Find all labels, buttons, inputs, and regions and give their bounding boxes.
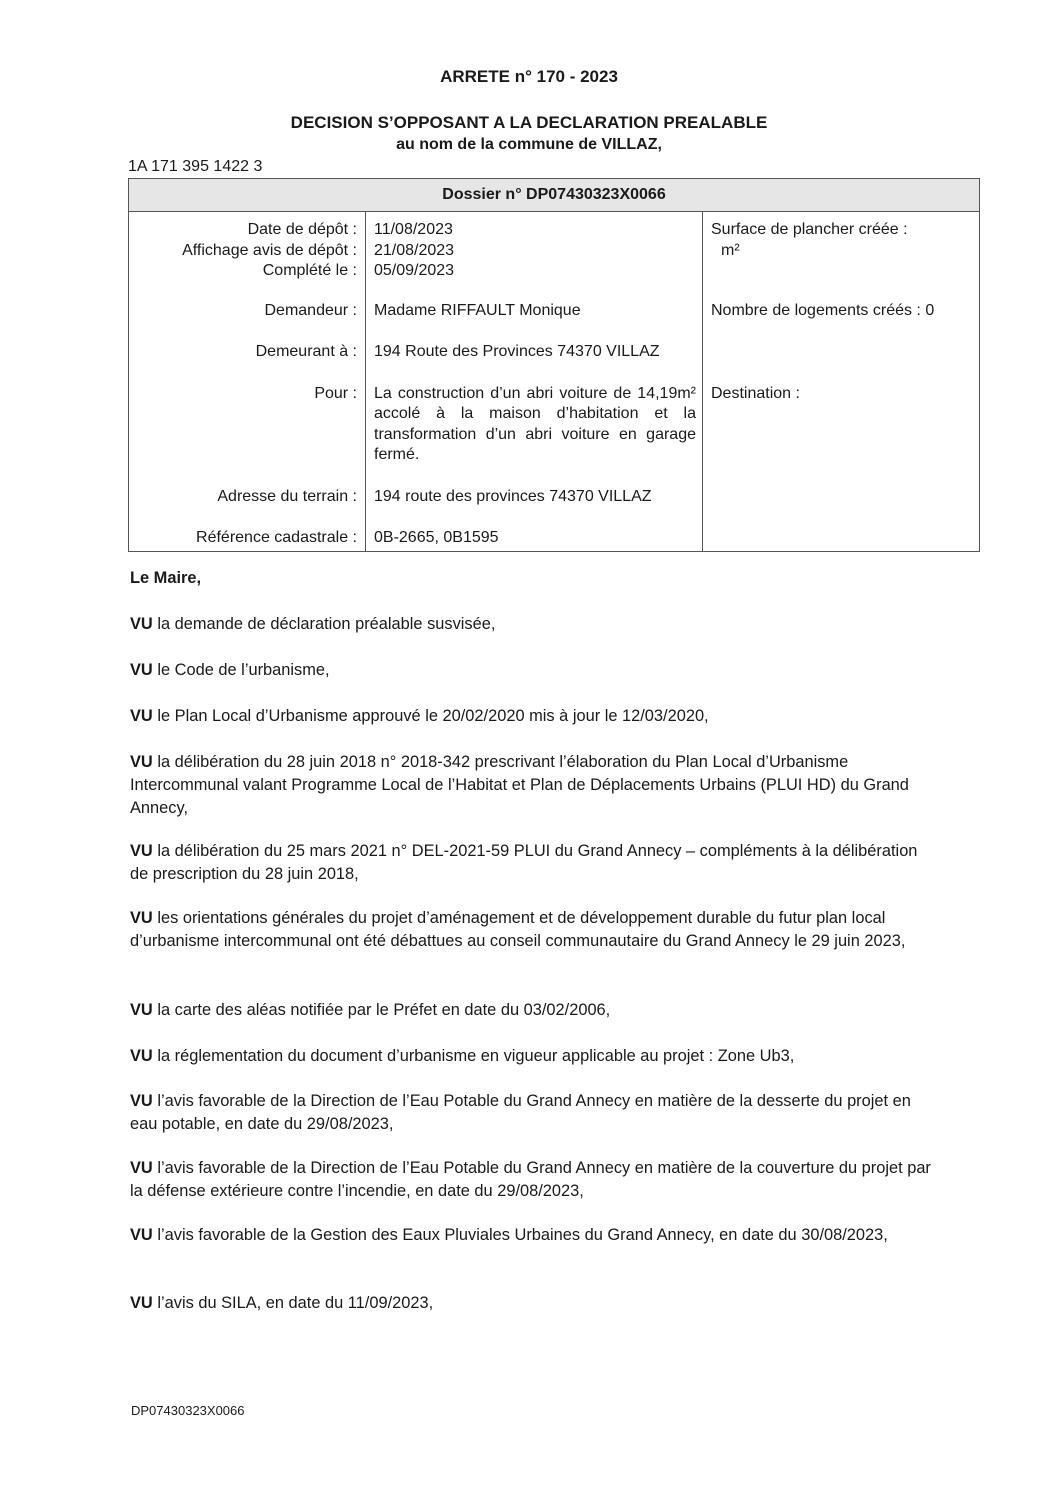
vu-paragraph: VU l’avis favorable de la Direction de l’Eau Potable du Grand Annecy en matière de la couverture du projet par la défense extérieure contre l’incendie, en date du 29/08/2023, [130, 1159, 931, 1200]
vu-paragraph: VU le Plan Local d’Urbanisme approuvé le 20/02/2020 mis à jour le 12/03/2020, [130, 707, 709, 725]
vu-paragraph: VU les orientations générales du projet d’aménagement et de développement durable du futur plan local d’urbanisme intercommunal ont été débattues au conseil communautaire du Grand Annecy le 29 juin 2023, [130, 909, 906, 950]
vu-paragraph: VU le Code de l’urbanisme, [130, 661, 330, 679]
vu-paragraph: VU la délibération du 25 mars 2021 n° DEL-2021-59 PLUI du Grand Annecy – compléments à la délibération de prescription du 28 juin 2018, [130, 842, 918, 883]
dossier-table [128, 178, 980, 552]
reference-number: 1A 171 395 1422 3 [128, 158, 263, 175]
complete-label: Complété le : [262, 262, 357, 279]
dossier-title: Dossier n° DP07430323X0066 [129, 179, 980, 212]
vu-paragraph: VU l’avis favorable de la Direction de l’Eau Potable du Grand Annecy en matière de la desserte du projet en eau potable, en date du 29/08/2023, [130, 1092, 911, 1133]
pour-value: La construction d’un abri voiture de 14,19m² accolé à la maison d’habitation et la transformation d’un abri voiture en garage fermé. [366, 363, 703, 466]
demandeur-value: Madame RIFFAULT Monique [366, 282, 703, 322]
affichage-value: 21/08/2023 [374, 241, 455, 259]
decision-title: DECISION S’OPPOSANT A LA DECLARATION PREALABLE [290, 113, 768, 132]
vu-paragraph: VU la carte des aléas notifiée par le Préfet en date du 03/02/2006, [130, 1001, 611, 1019]
cadastre-value: 0B-2665, 0B1595 [366, 507, 703, 551]
vu-paragraph: VU la réglementation du document d’urbanisme en vigueur applicable au projet : Zone Ub3, [130, 1047, 795, 1065]
complete-value: 05/09/2023 [374, 262, 455, 279]
destination-label: Destination : [703, 363, 980, 466]
date-depot-label: Date de dépôt : [247, 221, 357, 238]
dates-values [366, 212, 703, 282]
adresse-value: 194 route des provinces 74370 VILLAZ [366, 466, 703, 508]
cadastre-label: Référence cadastrale : [129, 507, 366, 551]
affichage-label: Affichage avis de dépôt : [182, 241, 357, 259]
adresse-label: Adresse du terrain : [129, 466, 366, 508]
logements-count: Nombre de logements créés : 0 [703, 282, 980, 322]
surface-cell [703, 212, 980, 282]
maire-heading [130, 567, 936, 590]
vu-paragraph: VU la demande de déclaration préalable susvisée, [130, 615, 496, 633]
demandeur-label: Demandeur : [129, 282, 366, 322]
vu-paragraph: VU l’avis du SILA, en date du 11/09/2023, [130, 1294, 434, 1312]
date-depot-value: 11/08/2023 [374, 221, 453, 238]
vu-paragraph: VU l’avis favorable de la Gestion des Eaux Pluviales Urbaines du Grand Annecy, en date du 30/08/2023, [130, 1226, 888, 1244]
footer-dossier-code: DP07430323X0066 [131, 1403, 245, 1418]
pour-label: Pour : [129, 363, 366, 466]
demeurant-label: Demeurant à : [129, 321, 366, 363]
le-maire-label: Le Maire, [130, 569, 202, 587]
arrete-title: ARRETE n° 170 - 2023 [440, 67, 618, 86]
vu-paragraph: VU la délibération du 28 juin 2018 n° 2018-342 prescrivant l’élaboration du Plan Local d’Urbanisme Intercommunal valant Programme Local de l’Habitat et Plan de Déplacements Urbains (PLUI HD) du Grand Annecy, [130, 753, 909, 817]
surface-label: Surface de plancher créée : [711, 221, 908, 238]
dates-labels [129, 212, 366, 282]
surface-unit: m² [721, 241, 740, 259]
demeurant-value: 194 Route des Provinces 74370 VILLAZ [366, 321, 703, 363]
commune-subtitle: au nom de la commune de VILLAZ, [396, 136, 662, 153]
